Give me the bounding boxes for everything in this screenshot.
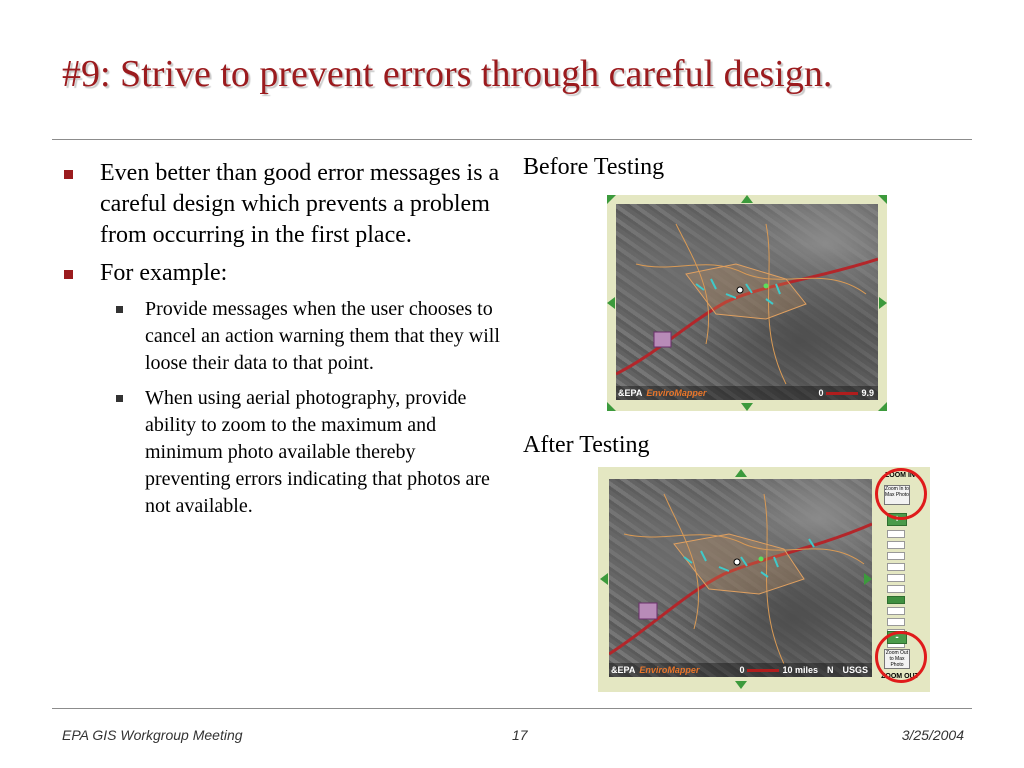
square-bullet-icon [116, 306, 123, 313]
zoom-minus-button[interactable]: - [887, 631, 907, 644]
footer-date: 3/25/2004 [901, 727, 964, 743]
bullet-text: Even better than good error messages is a careful design which prevents a problem from occurring in the first place. [100, 160, 500, 248]
sub-bullet-text: When using aerial photography, provide ability to zoom to the maximum and minimum photo available thereby preventing errors indicating that photos are not available. [145, 387, 490, 517]
pan-east-icon[interactable] [864, 573, 872, 585]
enviromapper-logo: EnviroMapper [646, 388, 707, 398]
zoom-out-max-photo-button[interactable]: Zoom Out to Max Photo [885, 650, 909, 668]
sub-bullet-text: Provide messages when the user chooses to cancel an action warning them that they will loose their data to that point. [145, 298, 500, 374]
before-testing-caption: Before Testing [523, 154, 665, 180]
scale-bar: 0 10 miles N USGS [739, 665, 868, 675]
pan-west-icon[interactable] [607, 297, 615, 309]
usgs-logo: USGS [842, 665, 868, 675]
before-map-screenshot [607, 195, 887, 411]
square-bullet-icon [64, 170, 73, 179]
pan-south-icon[interactable] [741, 403, 753, 411]
bullet-item [62, 158, 502, 251]
bullet-text: For example: [100, 260, 228, 286]
bullet-item [62, 258, 502, 289]
after-testing-caption: After Testing [523, 432, 650, 458]
pan-southeast-icon[interactable] [878, 402, 887, 411]
sub-bullet-item [62, 385, 502, 520]
bullet-list [62, 158, 502, 528]
title-divider [52, 139, 972, 140]
scale-bar: 0 9.9 [818, 388, 874, 398]
zoom-plus-button[interactable]: + [887, 513, 907, 526]
pan-east-icon[interactable] [879, 297, 887, 309]
map-logo-bar [609, 663, 872, 677]
sub-bullet-item [62, 296, 502, 377]
map-logo-bar [616, 386, 878, 400]
square-bullet-icon [116, 395, 123, 402]
square-bullet-icon [64, 270, 73, 279]
aerial-photo-map [616, 204, 878, 400]
pan-north-icon[interactable] [735, 469, 747, 477]
slide-number: 17 [512, 727, 528, 743]
pan-west-icon[interactable] [600, 573, 608, 585]
pan-north-icon[interactable] [741, 195, 753, 203]
zoom-in-max-photo-button[interactable]: Zoom In to Max Photo [884, 485, 910, 505]
footer-divider [52, 708, 972, 709]
zoom-out-label: ZOOM OUT [881, 673, 919, 680]
epa-logo: &EPA [618, 388, 643, 398]
slide-title: #9: Strive to prevent errors through careful design. [62, 53, 833, 95]
pan-south-icon[interactable] [735, 681, 747, 689]
pan-northwest-icon[interactable] [607, 195, 616, 204]
highlight-circle-zoom-out [875, 631, 927, 683]
after-map-screenshot [598, 467, 930, 692]
pan-southwest-icon[interactable] [607, 402, 616, 411]
enviromapper-logo: EnviroMapper [639, 665, 700, 675]
map-overlay [609, 479, 872, 677]
north-arrow-icon: N [826, 665, 834, 675]
map-overlay [616, 204, 878, 400]
footer-event-name: EPA GIS Workgroup Meeting [62, 727, 243, 743]
highlight-circle-zoom-in [875, 468, 927, 520]
pan-northeast-icon[interactable] [878, 195, 887, 204]
aerial-photo-map [609, 479, 872, 677]
epa-logo: &EPA [611, 665, 636, 675]
zoom-in-label: ZOOM IN [885, 472, 915, 479]
